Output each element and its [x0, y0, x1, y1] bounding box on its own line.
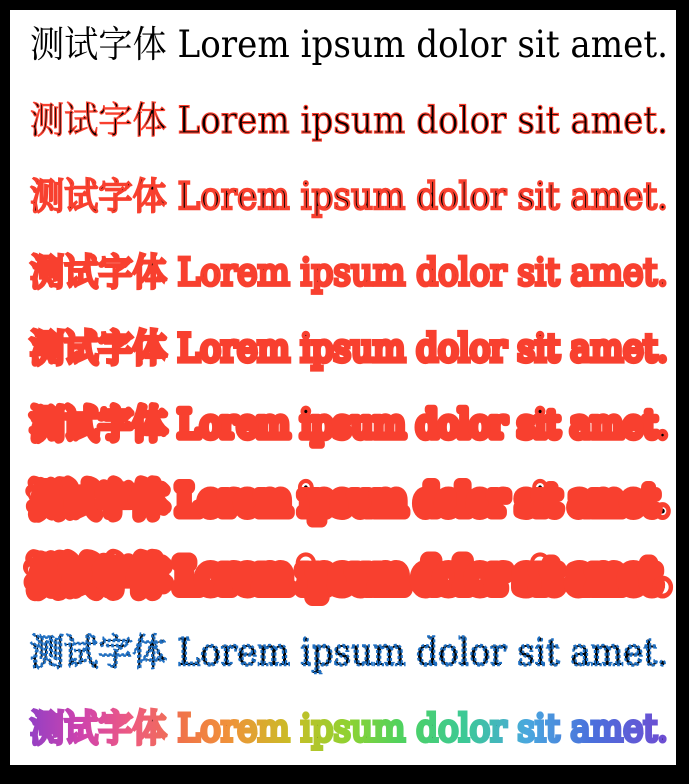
specimen-line-plain-black: 测试字体 Lorem ipsum dolor sit amet.: [30, 23, 668, 66]
specimen-line-red-stroke-4: 测试字体 Lorem ipsum dolor sit amet.: [30, 327, 668, 370]
specimen-line-red-stroke-1: 测试字体 Lorem ipsum dolor sit amet.: [30, 99, 668, 142]
specimen-line-red-stroke-3: 测试字体 Lorem ipsum dolor sit amet.: [30, 251, 668, 294]
specimen-line-red-stroke-7: 测试字体 Lorem ipsum dolor sit amet.: [30, 555, 668, 598]
specimen-line-red-stroke-2: 测试字体 Lorem ipsum dolor sit amet.: [30, 175, 668, 218]
specimen-line-blue-dashed-stroke: 测试字体 Lorem ipsum dolor sit amet.: [30, 631, 668, 674]
text-stroke-specimen-canvas: [10, 10, 676, 765]
specimen-line-red-stroke-6: 测试字体 Lorem ipsum dolor sit amet.: [30, 479, 668, 522]
specimen-line-rainbow-stroke: 测试字体 Lorem ipsum dolor sit amet.: [30, 707, 668, 750]
specimen-line-red-stroke-5: 测试字体 Lorem ipsum dolor sit amet.: [30, 403, 668, 446]
specimen-page: [10, 10, 676, 765]
